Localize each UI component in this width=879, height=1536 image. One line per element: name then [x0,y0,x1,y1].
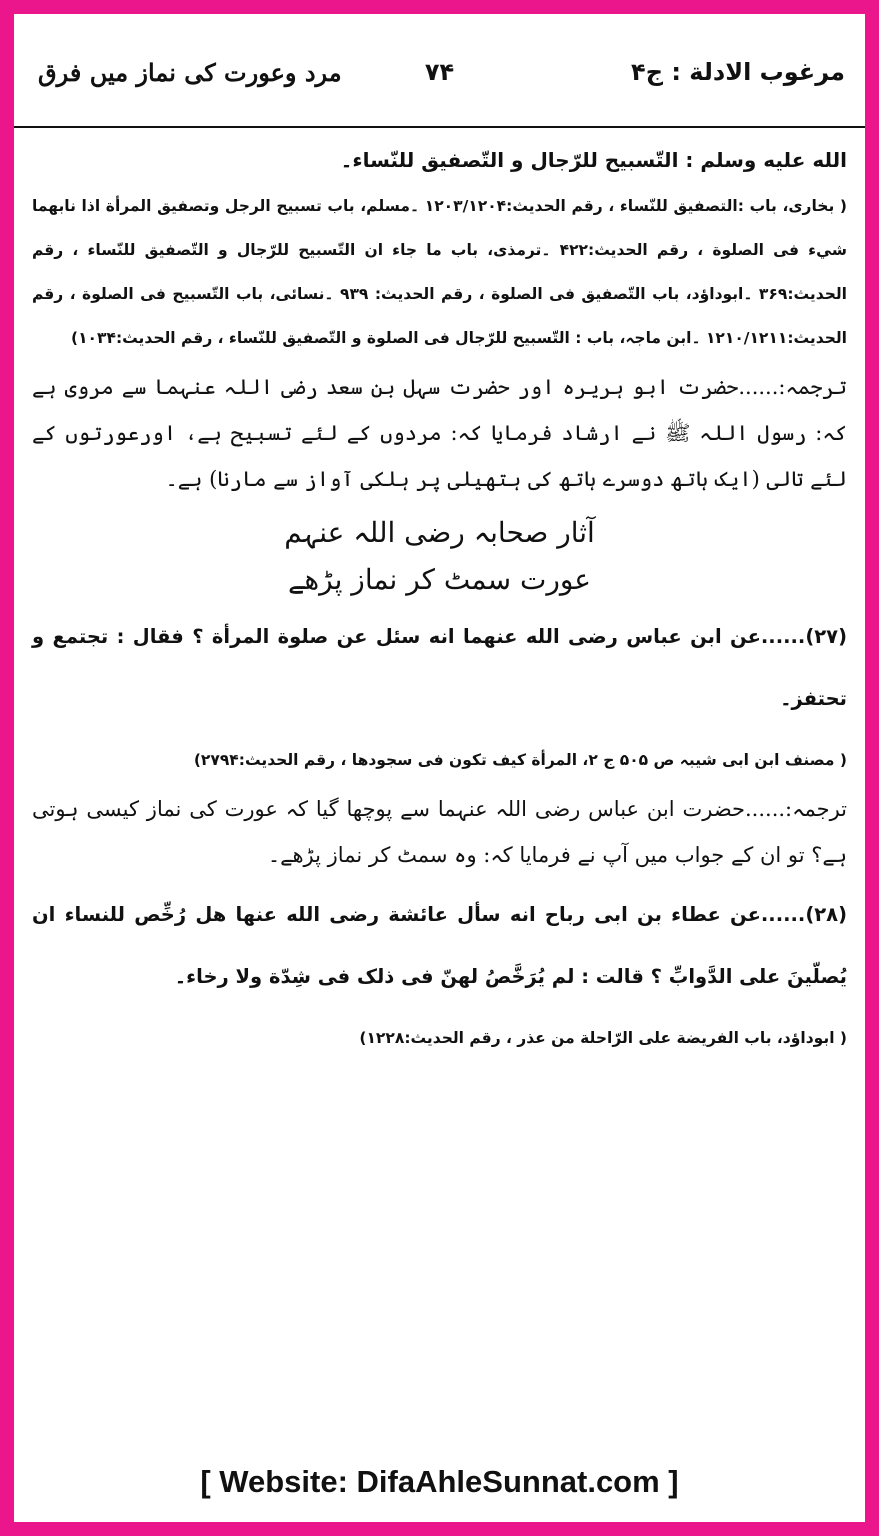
website-footer: [ Website: DifaAhleSunnat.com ] [200,1464,679,1499]
item-27-text: ......عن ابن عباس رضی الله عنهما انه سئل عن صلوة المرأة ؟ فقال : تجتمع و تحتفز۔ [32,625,847,710]
page-header [14,14,865,128]
item-28-arabic [32,884,847,1008]
page-number: ۷۴ [424,58,455,86]
page [14,14,865,1522]
section-heading: آثار صحابہ رضی اللہ عنہم [284,516,595,549]
item-28-text: ......عن عطاء بن ابی رباح انه سأل عائشة رضی الله عنها هل رُخِّص للنساء ان يُصلّينَ علی الدَّوابِّ ؟ قالت : لم يُرَخَّصُ لهنّ فی ذلک فی شِدّة ولا رخاء۔ [32,903,847,988]
section-subheading: عورت سمٹ کر نماز پڑھے [287,563,592,596]
hadith-reference: ( بخاری، باب :التصفيق للنّساء ، رقم الحديث:۱۲۰۳/۱۲۰۴ ۔مسلم، باب تسبيح الرجل وتصفيق المرأة اذا نابهما شيء فی الصلوة ، رقم الحديث:۴۲۲ ۔ترمذی، باب ما جاء ان التّسبيح للرّجال و التّصفيق للنّساء ، رقم الحديث:۳۶۹ ۔ابوداؤد، باب التّصفيق فی الصلوة ، رقم الحديث: ۹۳۹ ۔نسائی، باب التّسبيح فی الصلوة ، رقم الحديث:۱۲۱۰/۱۲۱۱ ۔ابن ماجہ، باب : التّسبيح للرّجال فی الصلوة و التّصفيق للنّساء ، رقم الحديث:۱۰۳۴) [32,197,848,347]
item-28-reference: ( ابوداؤد، باب الفريضة علی الرّاحلة من عذر ، رقم الحديث:۱۲۲۸) [359,1029,847,1047]
page-body [32,134,847,1060]
book-title: مرغوب الادلة : ج۴ [631,58,845,86]
chapter-title: مرد وعورت کی نماز میں فرق [38,58,342,87]
item-27-translation: ترجمہ:......حضرت ابن عباس رضی اللہ عنہما سے پوچھا گیا کہ عورت کی نماز کیسی ہوتی ہے؟ تو ان کے جواب میں آپ نے فرمایا کہ: وہ سمٹ کر نماز پڑھے۔ [32,797,847,867]
hadith-arabic-end: الله عليه وسلم : التّسبيح للرّجال و التّصفيق للنّساء۔ [340,148,847,172]
hadith-translation: ترجمہ:......حضرت ابو ہریرہ اور حضرت سہل بن سعد رضی اللہ عنہما سے مروی ہے کہ: رسول اللہ ﷺ نے ارشاد فرمایا کہ: مردوں کے لئے تسبیح ہے، اورعورتوں کے لئے تالی (ایک ہاتھ دوسرے ہاتھ کی ہتھیلی پر ہلکی آواز سے مارنا) ہے۔ [32,375,847,491]
item-27-reference: ( مصنف ابن ابی شیبہ ص ۵۰۵ ج ۲، المرأة كيف تكون فی سجودها ، رقم الحديث:۲۷۹۴) [193,751,847,769]
item-28-number: (۲۸) [805,903,847,926]
item-27-number: (۲۷) [805,625,847,648]
item-27-arabic [32,606,847,730]
